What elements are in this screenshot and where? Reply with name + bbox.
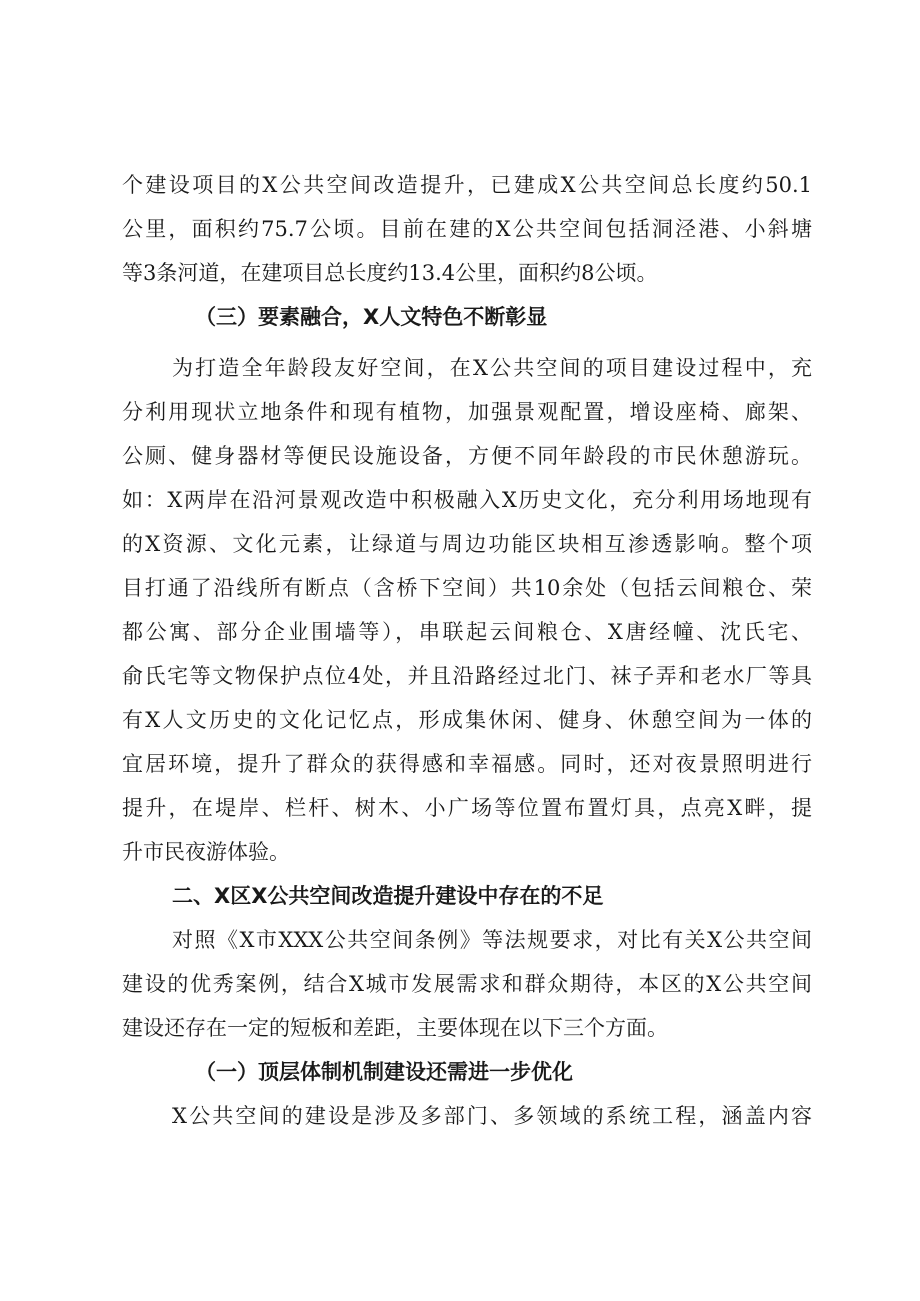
body-text-line: 等3条河道，在建项目总长度约13.4公里，面积约8公顷。 xyxy=(122,261,658,285)
body-text-line: 为打造全年龄段友好空间，在X公共空间的项目建设过程中，充 xyxy=(172,356,812,380)
body-text-line: 公厕、健身器材等便民设施设备，方便不同年龄段的市民休憩游玩。 xyxy=(122,444,812,468)
chapter-heading: 二、X区X公共空间改造提升建设中存在的不足 xyxy=(172,884,604,908)
body-text-line: 建设的优秀案例，结合X城市发展需求和群众期待，本区的X公共空间 xyxy=(122,972,812,996)
body-text-line: 宜居环境，提升了群众的获得感和幸福感。同时，还对夜景照明进行 xyxy=(122,752,812,776)
section-heading: （三）要素融合，X人文特色不断彰显 xyxy=(195,305,548,329)
body-text-line: 如：X两岸在沿河景观改造中积极融入X历史文化，充分利用场地现有 xyxy=(122,488,812,512)
body-text-line: 提升，在堤岸、栏杆、树木、小广场等位置布置灯具，点亮X畔，提 xyxy=(122,796,812,820)
body-text-line: 目打通了沿线所有断点（含桥下空间）共10余处（包括云间粮仓、荣 xyxy=(122,576,812,600)
body-text-line: X公共空间的建设是涉及多部门、多领域的系统工程，涵盖内容 xyxy=(172,1104,812,1128)
body-text-line: 对照《X市XXX公共空间条例》等法规要求，对比有关X公共空间 xyxy=(172,928,812,952)
body-text-line: 都公寓、部分企业围墙等），串联起云间粮仓、X唐经幢、沈氏宅、 xyxy=(122,620,812,644)
body-text-line: 俞氏宅等文物保护点位4处，并且沿路经过北门、袜子弄和老水厂等具 xyxy=(122,664,812,688)
body-text-line: 分利用现状立地条件和现有植物，加强景观配置，增设座椅、廊架、 xyxy=(122,400,812,424)
section-heading: （一）顶层体制机制建设还需进一步优化 xyxy=(195,1060,573,1084)
body-text-line: 的X资源、文化元素，让绿道与周边功能区块相互渗透影响。整个项 xyxy=(122,532,812,556)
body-text-line: 有X人文历史的文化记忆点，形成集休闲、健身、休憩空间为一体的 xyxy=(122,708,812,732)
body-text-line: 建设还存在一定的短板和差距，主要体现在以下三个方面。 xyxy=(122,1016,668,1040)
body-text-line: 升市民夜游体验。 xyxy=(122,840,290,864)
body-text-line: 个建设项目的X公共空间改造提升，已建成X公共空间总长度约50.1 xyxy=(122,173,812,197)
body-text-line: 公里，面积约75.7公顷。目前在建的X公共空间包括洞泾港、小斜塘 xyxy=(122,217,812,241)
